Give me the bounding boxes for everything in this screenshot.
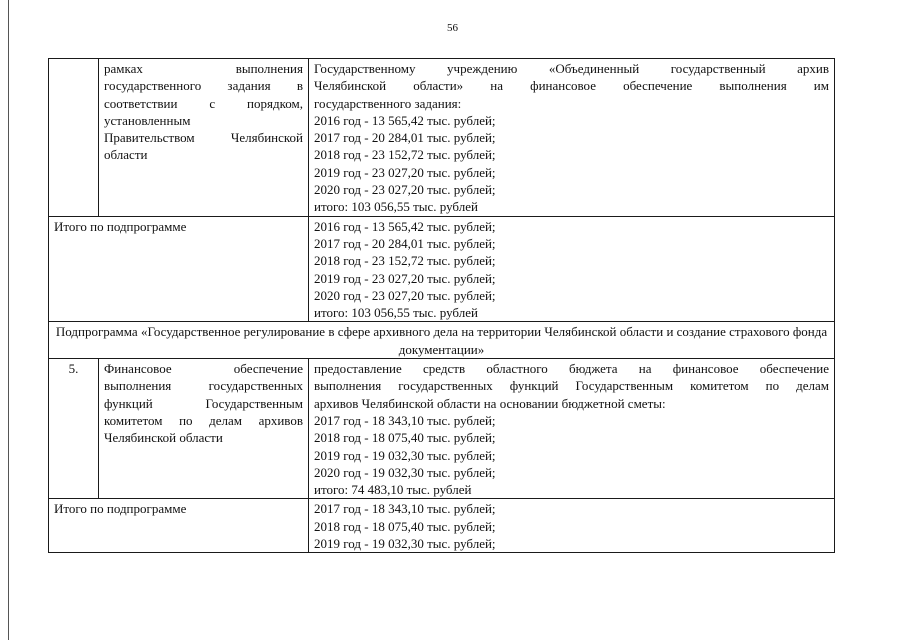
- funding-line: 2018 год - 18 075,40 тыс. рублей;: [314, 430, 496, 446]
- measure-description-cell: [309, 59, 835, 217]
- page-left-edge: [8, 0, 9, 640]
- description-line: государственного задания:: [314, 95, 462, 111]
- funding-line: 2017 год - 20 284,01 тыс. рублей;: [314, 130, 496, 146]
- subtotal-label-cell: Итого по подпрограмме: [49, 216, 309, 322]
- measure-name-line: установленным: [104, 112, 191, 128]
- measure-name-line: выполнения государственных: [104, 378, 303, 394]
- table-row: [49, 59, 835, 217]
- measure-name-line: рамках выполнения: [104, 61, 303, 76]
- measure-name-line: области: [104, 147, 148, 163]
- subtotal-label-cell: Итого по подпрограмме: [49, 499, 309, 553]
- measure-name-line: Челябинской области: [104, 430, 223, 446]
- subtotal-values-cell: [309, 216, 835, 322]
- table-row: [49, 359, 835, 499]
- measure-name-line: Правительством Челябинской: [104, 130, 303, 146]
- subtotal-values-cell: [309, 499, 835, 553]
- row-number-cell: 5.: [49, 359, 99, 499]
- description-line: предоставление средств областного бюджета на финансовое обеспечение: [314, 361, 829, 377]
- funding-line: 2019 год - 23 027,20 тыс. рублей;: [314, 164, 496, 180]
- funding-line: 2018 год - 23 152,72 тыс. рублей;: [314, 253, 496, 269]
- description-line: архивов Челябинской области на основании бюджетной сметы:: [314, 395, 666, 411]
- funding-total-line: итого: 103 056,55 тыс. рублей: [314, 199, 478, 215]
- funding-line: 2018 год - 18 075,40 тыс. рублей;: [314, 518, 496, 534]
- subprogram-title-cell: Подпрограмма «Государственное регулирование в сфере архивного дела на территории Челябинской области и создание страхового фонда документации»: [49, 322, 835, 359]
- measure-description-cell: [309, 359, 835, 499]
- table-row: [49, 216, 835, 322]
- funding-line: 2016 год - 13 565,42 тыс. рублей;: [314, 112, 496, 128]
- measure-name-line: комитетом по делам архивов: [104, 412, 303, 428]
- funding-line: 2018 год - 23 152,72 тыс. рублей;: [314, 147, 496, 163]
- measure-name-cell: [99, 359, 309, 499]
- funding-total-line: итого: 74 483,10 тыс. рублей: [314, 482, 472, 498]
- funding-line: 2019 год - 19 032,30 тыс. рублей;: [314, 447, 496, 463]
- funding-line: 2019 год - 23 027,20 тыс. рублей;: [314, 270, 496, 286]
- program-table: [48, 58, 835, 553]
- funding-line: 2017 год - 18 343,10 тыс. рублей;: [314, 412, 496, 428]
- measure-name-line: государственного задания в: [104, 78, 303, 94]
- description-line: Государственному учреждению «Объединенный государственный архив: [314, 61, 829, 76]
- funding-line: 2019 год - 19 032,30 тыс. рублей;: [314, 536, 496, 552]
- funding-line: 2020 год - 23 027,20 тыс. рублей;: [314, 182, 496, 198]
- funding-line: 2016 год - 13 565,42 тыс. рублей;: [314, 218, 496, 234]
- funding-line: 2017 год - 18 343,10 тыс. рублей;: [314, 501, 496, 517]
- measure-name-line: функций Государственным: [104, 395, 303, 411]
- measure-name-line: Финансовое обеспечение: [104, 361, 303, 377]
- row-number-cell: [49, 59, 99, 217]
- funding-line: 2017 год - 20 284,01 тыс. рублей;: [314, 235, 496, 251]
- funding-line: 2020 год - 19 032,30 тыс. рублей;: [314, 464, 496, 480]
- description-line: Челябинской области» на финансовое обеспечение выполнения им: [314, 78, 829, 94]
- funding-total-line: итого: 103 056,55 тыс. рублей: [314, 305, 478, 321]
- table-row: [49, 322, 835, 359]
- measure-name-cell: [99, 59, 309, 217]
- table-row: [49, 499, 835, 553]
- page-number: 56: [447, 22, 458, 34]
- measure-name-line: соответствии с порядком,: [104, 95, 303, 111]
- description-line: выполнения государственных функций Государственным комитетом по делам: [314, 378, 829, 394]
- funding-line: 2020 год - 23 027,20 тыс. рублей;: [314, 287, 496, 303]
